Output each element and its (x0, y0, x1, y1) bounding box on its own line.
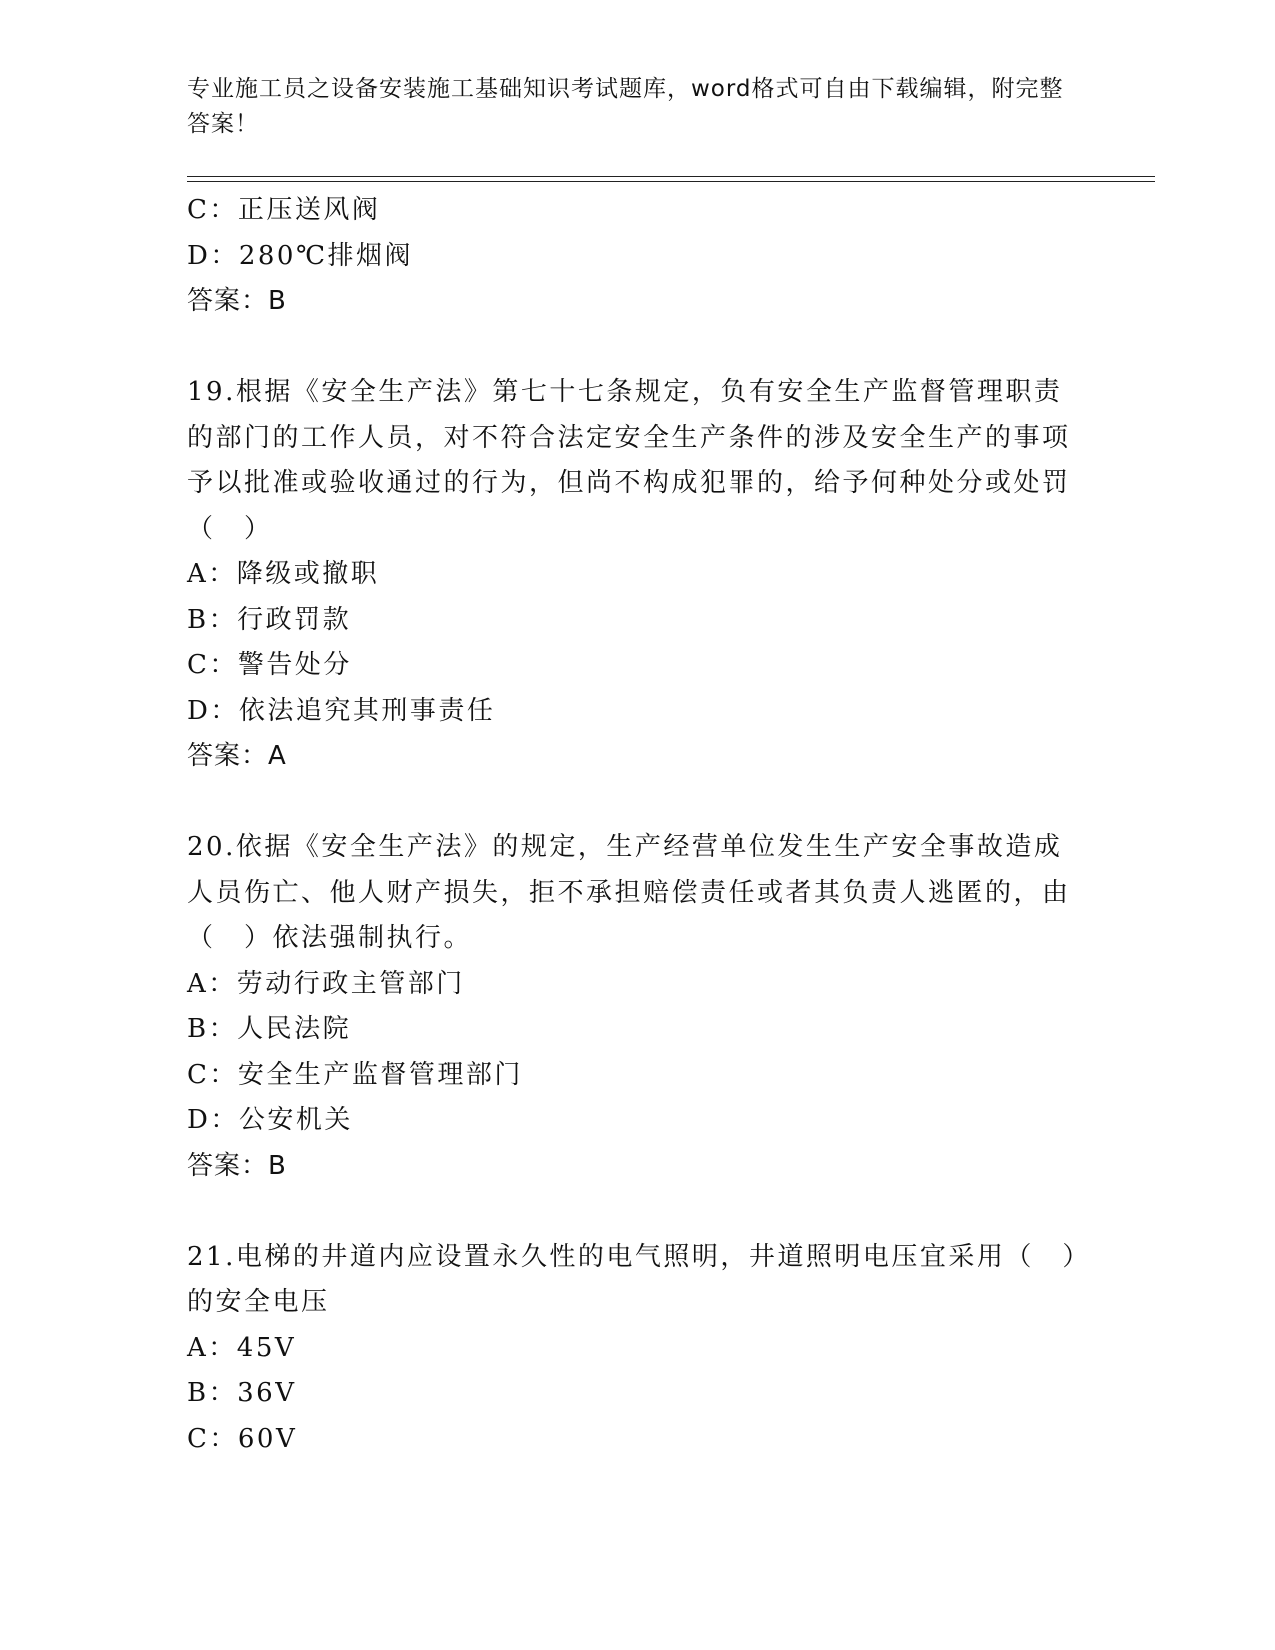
question-block-19 (187, 370, 1087, 780)
header-divider-bottom (187, 181, 1155, 182)
option-b: B：行政罚款 (187, 604, 352, 635)
option-d: D：280℃排烟阀 (187, 240, 414, 271)
header-divider-top (187, 176, 1155, 177)
document-body (187, 188, 1087, 1462)
option-c: C：警告处分 (187, 650, 352, 680)
question-text: 20.依据《安全生产法》的规定，生产经营单位发生生产安全事故造成人员伤亡、他人财产损失，拒不承担赔偿责任或者其负责人逃匿的，由（ ）依法强制执行。 (187, 832, 1071, 953)
option-a: A：劳动行政主管部门 (187, 968, 465, 999)
document-header: 专业施工员之设备安装施工基础知识考试题库，word格式可自由下载编辑，附完整答案！ (187, 76, 1064, 137)
question-text: 19.根据《安全生产法》第七十七条规定，负有安全生产监督管理职责的部门的工作人员，对不符合法定安全生产条件的涉及安全生产的事项予以批准或验收通过的行为，但尚不构成犯罪的，给予何种处分或处罚（ ） (187, 377, 1071, 544)
question-block-prev (187, 188, 1087, 325)
question-text: 21.电梯的井道内应设置永久性的电气照明，井道照明电压宜采用（ ）的安全电压 (187, 1241, 1078, 1317)
option-c: C：60V (187, 1423, 298, 1454)
option-b: B：36V (187, 1378, 297, 1408)
question-block-20 (187, 825, 1087, 1189)
option-a: A：45V (187, 1332, 297, 1363)
option-c: C：正压送风阀 (187, 195, 381, 225)
option-b: B：人民法院 (187, 1014, 352, 1044)
option-c: C：安全生产监督管理部门 (187, 1059, 523, 1090)
answer-line: 答案：A (187, 741, 287, 771)
option-d: D：依法追究其刑事责任 (187, 695, 496, 726)
question-block-21 (187, 1235, 1087, 1463)
option-d: D：公安机关 (187, 1105, 353, 1135)
option-a: A：降级或撤职 (187, 559, 380, 589)
answer-line: 答案：B (187, 286, 287, 316)
answer-line: 答案：B (187, 1150, 287, 1181)
